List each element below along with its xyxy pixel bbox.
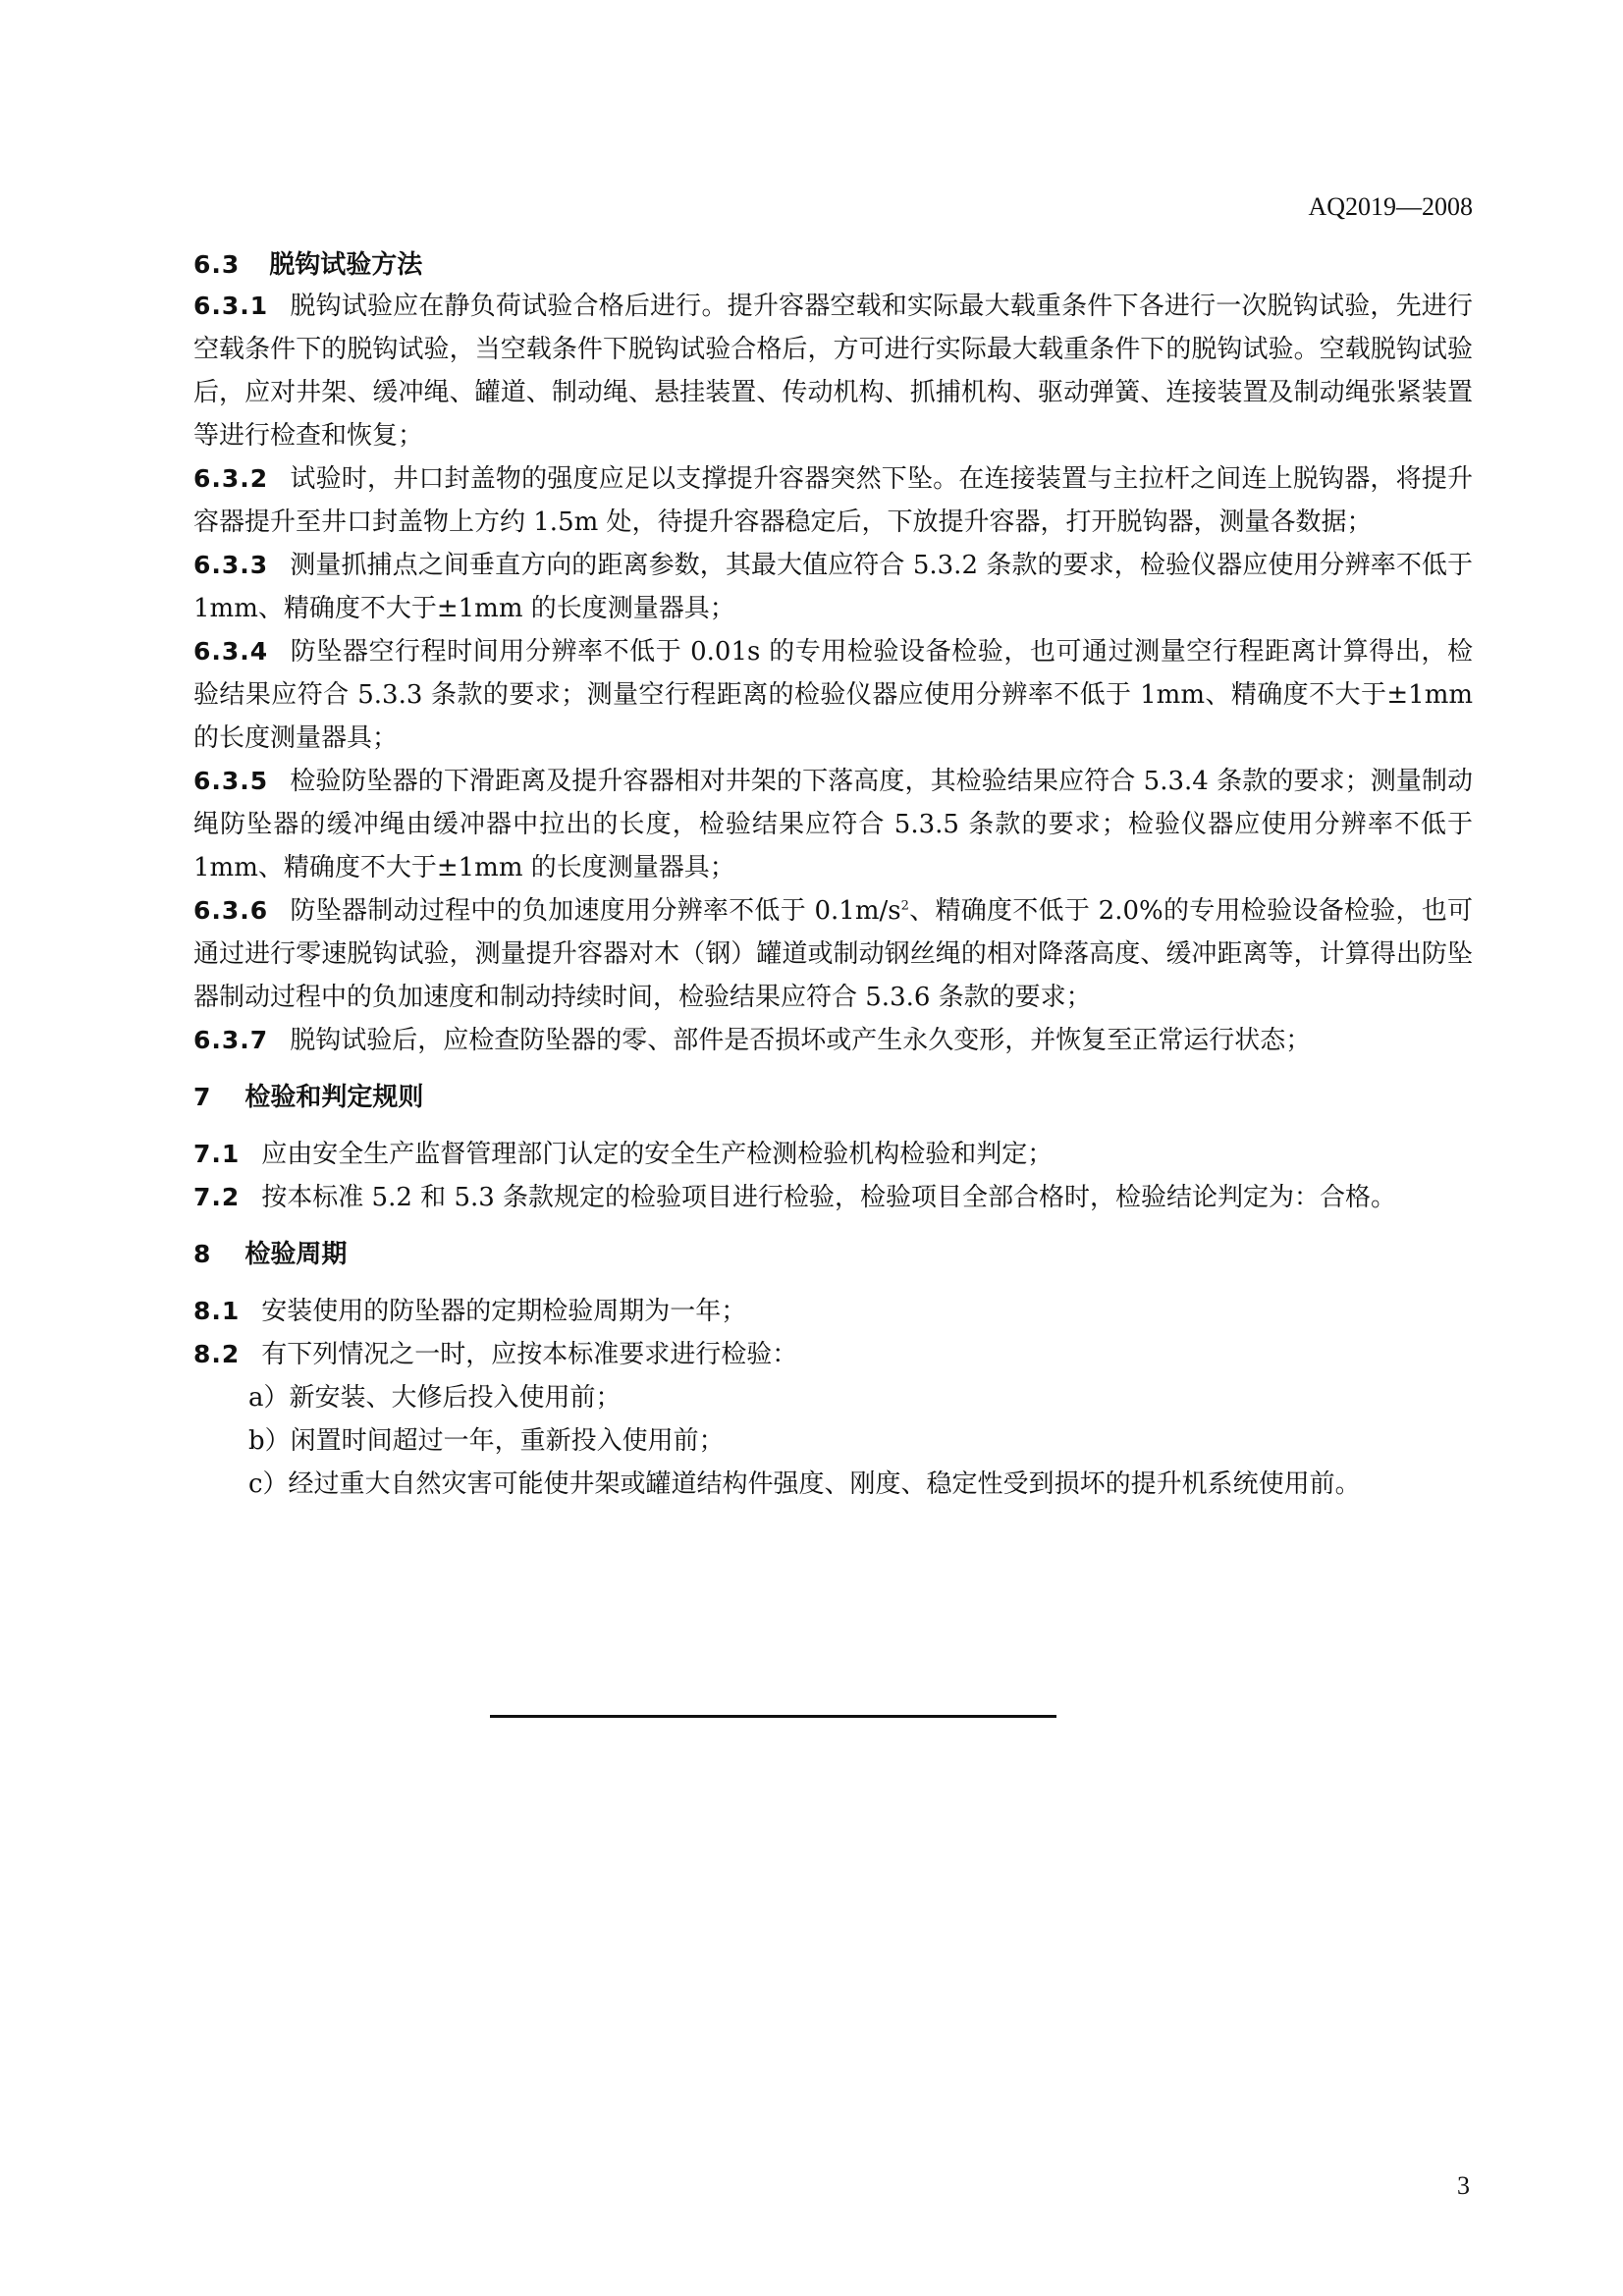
section-heading-6-3 (193, 245, 1473, 285)
clause-8-1 (193, 1290, 1473, 1333)
clause-number: 6.3.3 (193, 551, 269, 579)
section-heading-7 (193, 1076, 1473, 1119)
superscript: 2 (900, 898, 909, 914)
clause-number: 8.1 (193, 1297, 241, 1325)
section-title: 脱钩试验方法 (269, 250, 423, 280)
clause-6-3-2 (193, 457, 1473, 544)
clause-number: 6.3.5 (193, 767, 269, 795)
clause-text: 安装使用的防坠器的定期检验周期为一年； (261, 1297, 747, 1326)
clause-number: 6.3.1 (193, 292, 269, 320)
end-of-document-rule (490, 1715, 1056, 1718)
clause-number: 6.3.4 (193, 637, 269, 666)
section-number: 6.3 (193, 250, 241, 279)
clause-6-3-6 (193, 889, 1473, 1019)
clause-6-3-1 (193, 285, 1473, 457)
clause-text: 按本标准 5.2 和 5.3 条款规定的检验项目进行检验，检验项目全部合格时，检验结论判定为：合格。 (261, 1183, 1397, 1212)
page-number: 3 (1457, 2171, 1470, 2200)
section-heading-8 (193, 1233, 1473, 1276)
document-body (193, 245, 1473, 1506)
clause-number: 6.3.7 (193, 1026, 269, 1054)
clause-text: 检验防坠器的下滑距离及提升容器相对井架的下落高度，其检验结果应符合 5.3.4 条款的要求；测量制动绳防坠器的缓冲绳由缓冲器中拉出的长度，检验结果应符合 5.3.5 条款的要求；检验仪器应使用分辨率不低于 1mm、精确度不大于±1mm 的长度测量器具； (193, 767, 1473, 882)
clause-6-3-4 (193, 630, 1473, 760)
clause-text-continued: 、精确度不低于 2.0%的专用检验设备检验，也可通过进行零速脱钩试验，测量提升容器对木（钢）罐道或制动钢丝绳的相对降落高度、缓冲距离等，计算得出防坠器制动过程中的负加速度和制动持续时间，检验结果应符合 5.3.6 条款的要求； (193, 896, 1474, 1012)
clause-number: 6.3.2 (193, 464, 269, 493)
list-item-b: b）闲置时间超过一年，重新投入使用前； (248, 1426, 725, 1456)
clause-text: 试验时，井口封盖物的强度应足以支撑提升容器突然下坠。在连接装置与主拉杆之间连上脱钩器，将提升容器提升至井口封盖物上方约 1.5m 处，待提升容器稳定后，下放提升容器，打开脱钩器，测量各数据； (193, 464, 1473, 537)
list-item-c: c）经过重大自然灾害可能使井架或罐道结构件强度、刚度、稳定性受到损坏的提升机系统使用前。 (248, 1469, 1361, 1499)
section-title: 检验周期 (244, 1240, 348, 1269)
clause-text: 有下列情况之一时，应按本标准要求进行检验： (261, 1340, 798, 1369)
section-number: 7 (193, 1083, 212, 1111)
clause-6-3-7 (193, 1019, 1473, 1062)
list-item-a: a）新安装、大修后投入使用前； (248, 1383, 622, 1413)
clause-text: 防坠器空行程时间用分辨率不低于 0.01s 的专用检验设备检验，也可通过测量空行程距离计算得出，检验结果应符合 5.3.3 条款的要求；测量空行程距离的检验仪器应使用分辨率不低于 1mm、精确度不大于±1mm 的长度测量器具； (193, 637, 1473, 753)
clause-8-2 (193, 1333, 1473, 1376)
clause-text: 防坠器制动过程中的负加速度用分辨率不低于 0.1m/s (290, 896, 901, 926)
clause-text: 测量抓捕点之间垂直方向的距离参数，其最大值应符合 5.3.2 条款的要求，检验仪器应使用分辨率不低于 1mm、精确度不大于±1mm 的长度测量器具； (193, 551, 1473, 623)
section-number: 8 (193, 1240, 212, 1268)
document-code: AQ2019—2008 (1308, 192, 1473, 221)
clause-number: 8.2 (193, 1340, 241, 1368)
clause-7-1 (193, 1133, 1473, 1176)
clause-text: 脱钩试验后，应检查防坠器的零、部件是否损坏或产生永久变形，并恢复至正常运行状态； (290, 1026, 1312, 1055)
clause-7-2 (193, 1176, 1473, 1219)
clause-text: 应由安全生产监督管理部门认定的安全生产检测检验机构检验和判定； (261, 1140, 1054, 1169)
clause-number: 7.1 (193, 1140, 241, 1168)
clause-6-3-3 (193, 544, 1473, 630)
clause-6-3-5 (193, 760, 1473, 889)
clause-text: 脱钩试验应在静负荷试验合格后进行。提升容器空载和实际最大载重条件下各进行一次脱钩试验，先进行空载条件下的脱钩试验，当空载条件下脱钩试验合格后，方可进行实际最大载重条件下的脱钩试验。空载脱钩试验后，应对井架、缓冲绳、罐道、制动绳、悬挂装置、传动机构、抓捕机构、驱动弹簧、连接装置及制动绳张紧装置等进行检查和恢复； (193, 292, 1473, 451)
clause-number: 7.2 (193, 1183, 241, 1211)
section-title: 检验和判定规则 (244, 1083, 424, 1112)
clause-number: 6.3.6 (193, 896, 269, 925)
